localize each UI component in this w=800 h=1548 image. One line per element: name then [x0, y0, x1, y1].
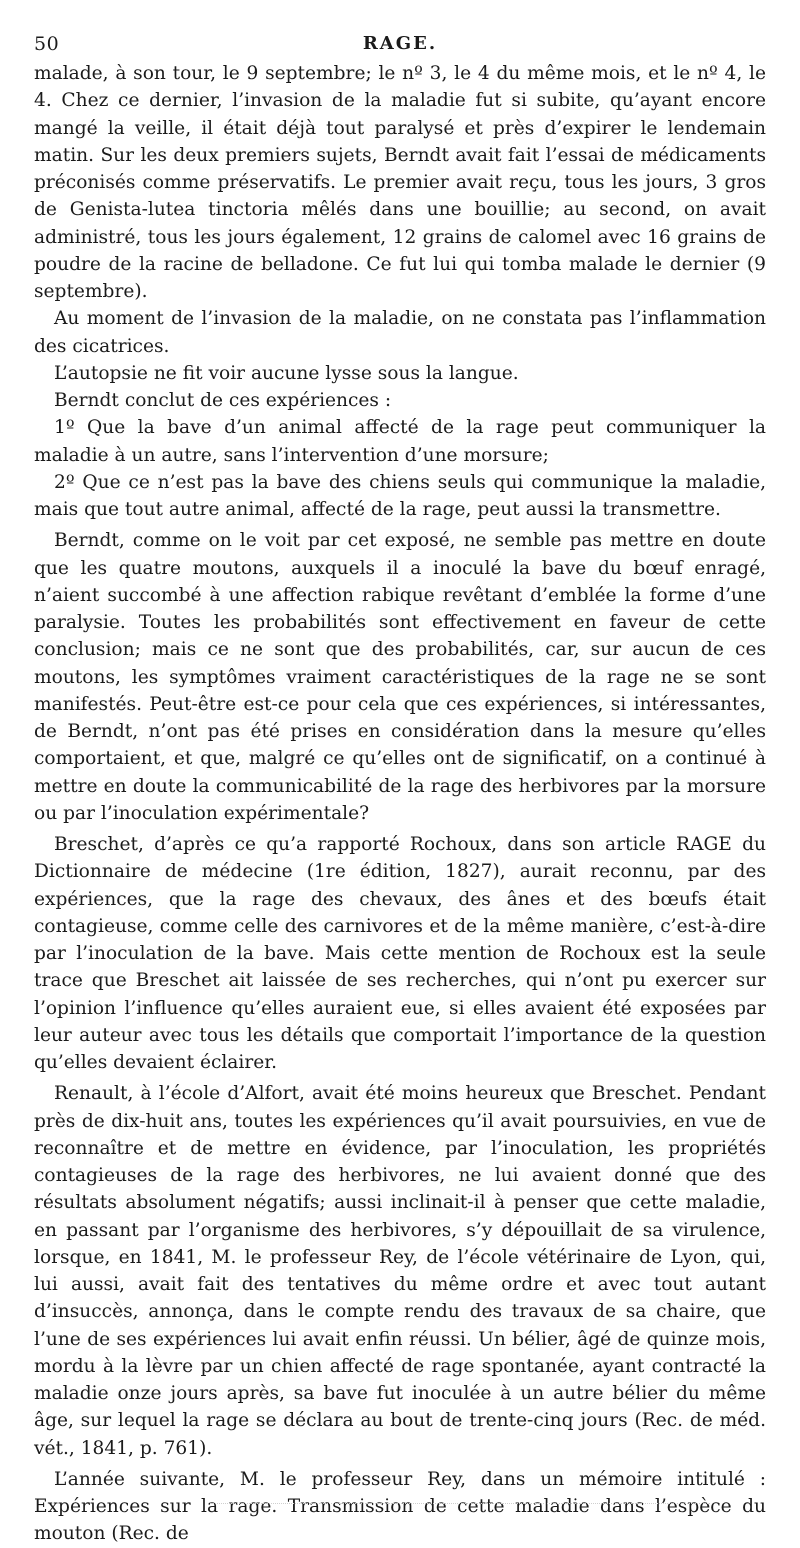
paragraph: Au moment de l’invasion de la maladie, on ne constata pas l’inflammation des cicatrices. — [34, 308, 766, 357]
paragraph: 1º Que la bave d’un animal affecté de la rage peut communiquer la maladie à un autre, sans l’intervention d’une morsure; — [34, 417, 766, 466]
paragraph: Berndt, comme on le voit par cet exposé, ne semble pas mettre en doute que les quatre moutons, auxquels il a inoculé la bave du bœuf enragé, n’aient succombé à une affection rabique revêtant d’emblée la forme d’une paralysie. Toutes les probabilités sont effectivement en faveur de cette conclusion; mais ce ne sont que des probabilités, car, sur aucun de ces moutons, les symptômes vraiment caractéristiques de la rage ne se sont manifestés. Peut-être est-ce pour cela que ces expériences, si intéressantes, de Berndt, n’ont pas été prises en considération dans la mesure qu’elles comportaient, et que, malgré ce qu’elles ont de significatif, on a continué à mettre en doute la communicabilité de la rage des herbivores par la morsure ou par l’inoculation expérimentale? — [34, 530, 766, 824]
paragraph: malade, à son tour, le 9 septembre; le nº 3, le 4 du même mois, et le nº 4, le 4. Chez ce dernier, l’invasion de la maladie fut si subite, qu’ayant encore mangé la veille, il était déjà tout paralysé et près d’expirer le lendemain matin. Sur les deux premiers sujets, Berndt avait fait l’essai de médicaments préconisés comme préservatifs. Le premier avait reçu, tous les jours, 3 gros de Genista-lutea tinctoria mêlés dans une bouillie; au second, on avait administré, tous les jours également, 12 grains de calomel avec 16 grains de poudre de la racine de belladone. Ce fut lui qui tomba malade le dernier (9 septembre). — [34, 63, 766, 302]
paragraph: 2º Que ce n’est pas la bave des chiens seuls qui communique la maladie, mais que tout autre animal, affecté de la rage, peut aussi la transmettre. — [34, 471, 766, 520]
page-number: 50 — [34, 33, 60, 55]
paragraph: Berndt conclut de ces expériences : — [54, 390, 392, 411]
paragraph: L’autopsie ne fit voir aucune lysse sous la langue. — [54, 362, 519, 384]
paragraph: Breschet, d’après ce qu’a rapporté Rochoux, dans son article RAGE du Dictionnaire de médecine (1re édition, 1827), aurait reconnu, par des expériences, que la rage des chevaux, des ânes et des bœufs était contagieuse, comme celle des carnivores et de la même manière, c’est-à-dire par l’inoculation de la bave. Mais cette mention de Rochoux est la seule trace que Breschet ait laissée de ses recherches, qui n’ont pu exercer sur l’opinion l’influence qu’elles auraient eue, si elles avaient été exposées par leur auteur avec tous les détails que comportait l’importance de la question qu’elles devaient éclairer. — [34, 834, 766, 1073]
running-title: RAGE. — [362, 33, 438, 54]
page-header — [34, 33, 766, 57]
paragraph: L’année suivante, M. le professeur Rey, dans un mémoire intitulé : Expériences sur la rage. Transmission de cette maladie dans l’espèce du mouton (Rec. de — [34, 1468, 766, 1545]
footer-rule — [210, 1503, 710, 1504]
paragraph: Renault, à l’école d’Alfort, avait été moins heureux que Breschet. Pendant près de dix-huit ans, toutes les expériences qu’il avait poursuivies, en vue de reconnaître et de mettre en évidence, par l’inoculation, les propriétés contagieuses de la rage des herbivores, ne lui avaient donné que des résultats absolument négatifs; aussi inclinait-il à penser que cette maladie, en passant par l’organisme des herbivores, s’y dépouillait de sa virulence, lorsque, en 1841, M. le professeur Rey, de l’école vétérinaire de Lyon, qui, lui aussi, avait fait des tentatives du même ordre et avec tout autant d’insuccès, annonça, dans le compte rendu des travaux de sa chaire, que l’une de ses expériences lui avait enfin réussi. Un bélier, âgé de quinze mois, mordu à la lèvre par un chien affecté de rage spontanée, ayant contracté la maladie onze jours après, sa bave fut inoculée à un autre bélier du même âge, sur lequel la rage se déclara au bout de trente-cinq jours (Rec. de méd. vét., 1841, p. 761). — [34, 1083, 766, 1459]
page-body — [34, 60, 766, 1548]
